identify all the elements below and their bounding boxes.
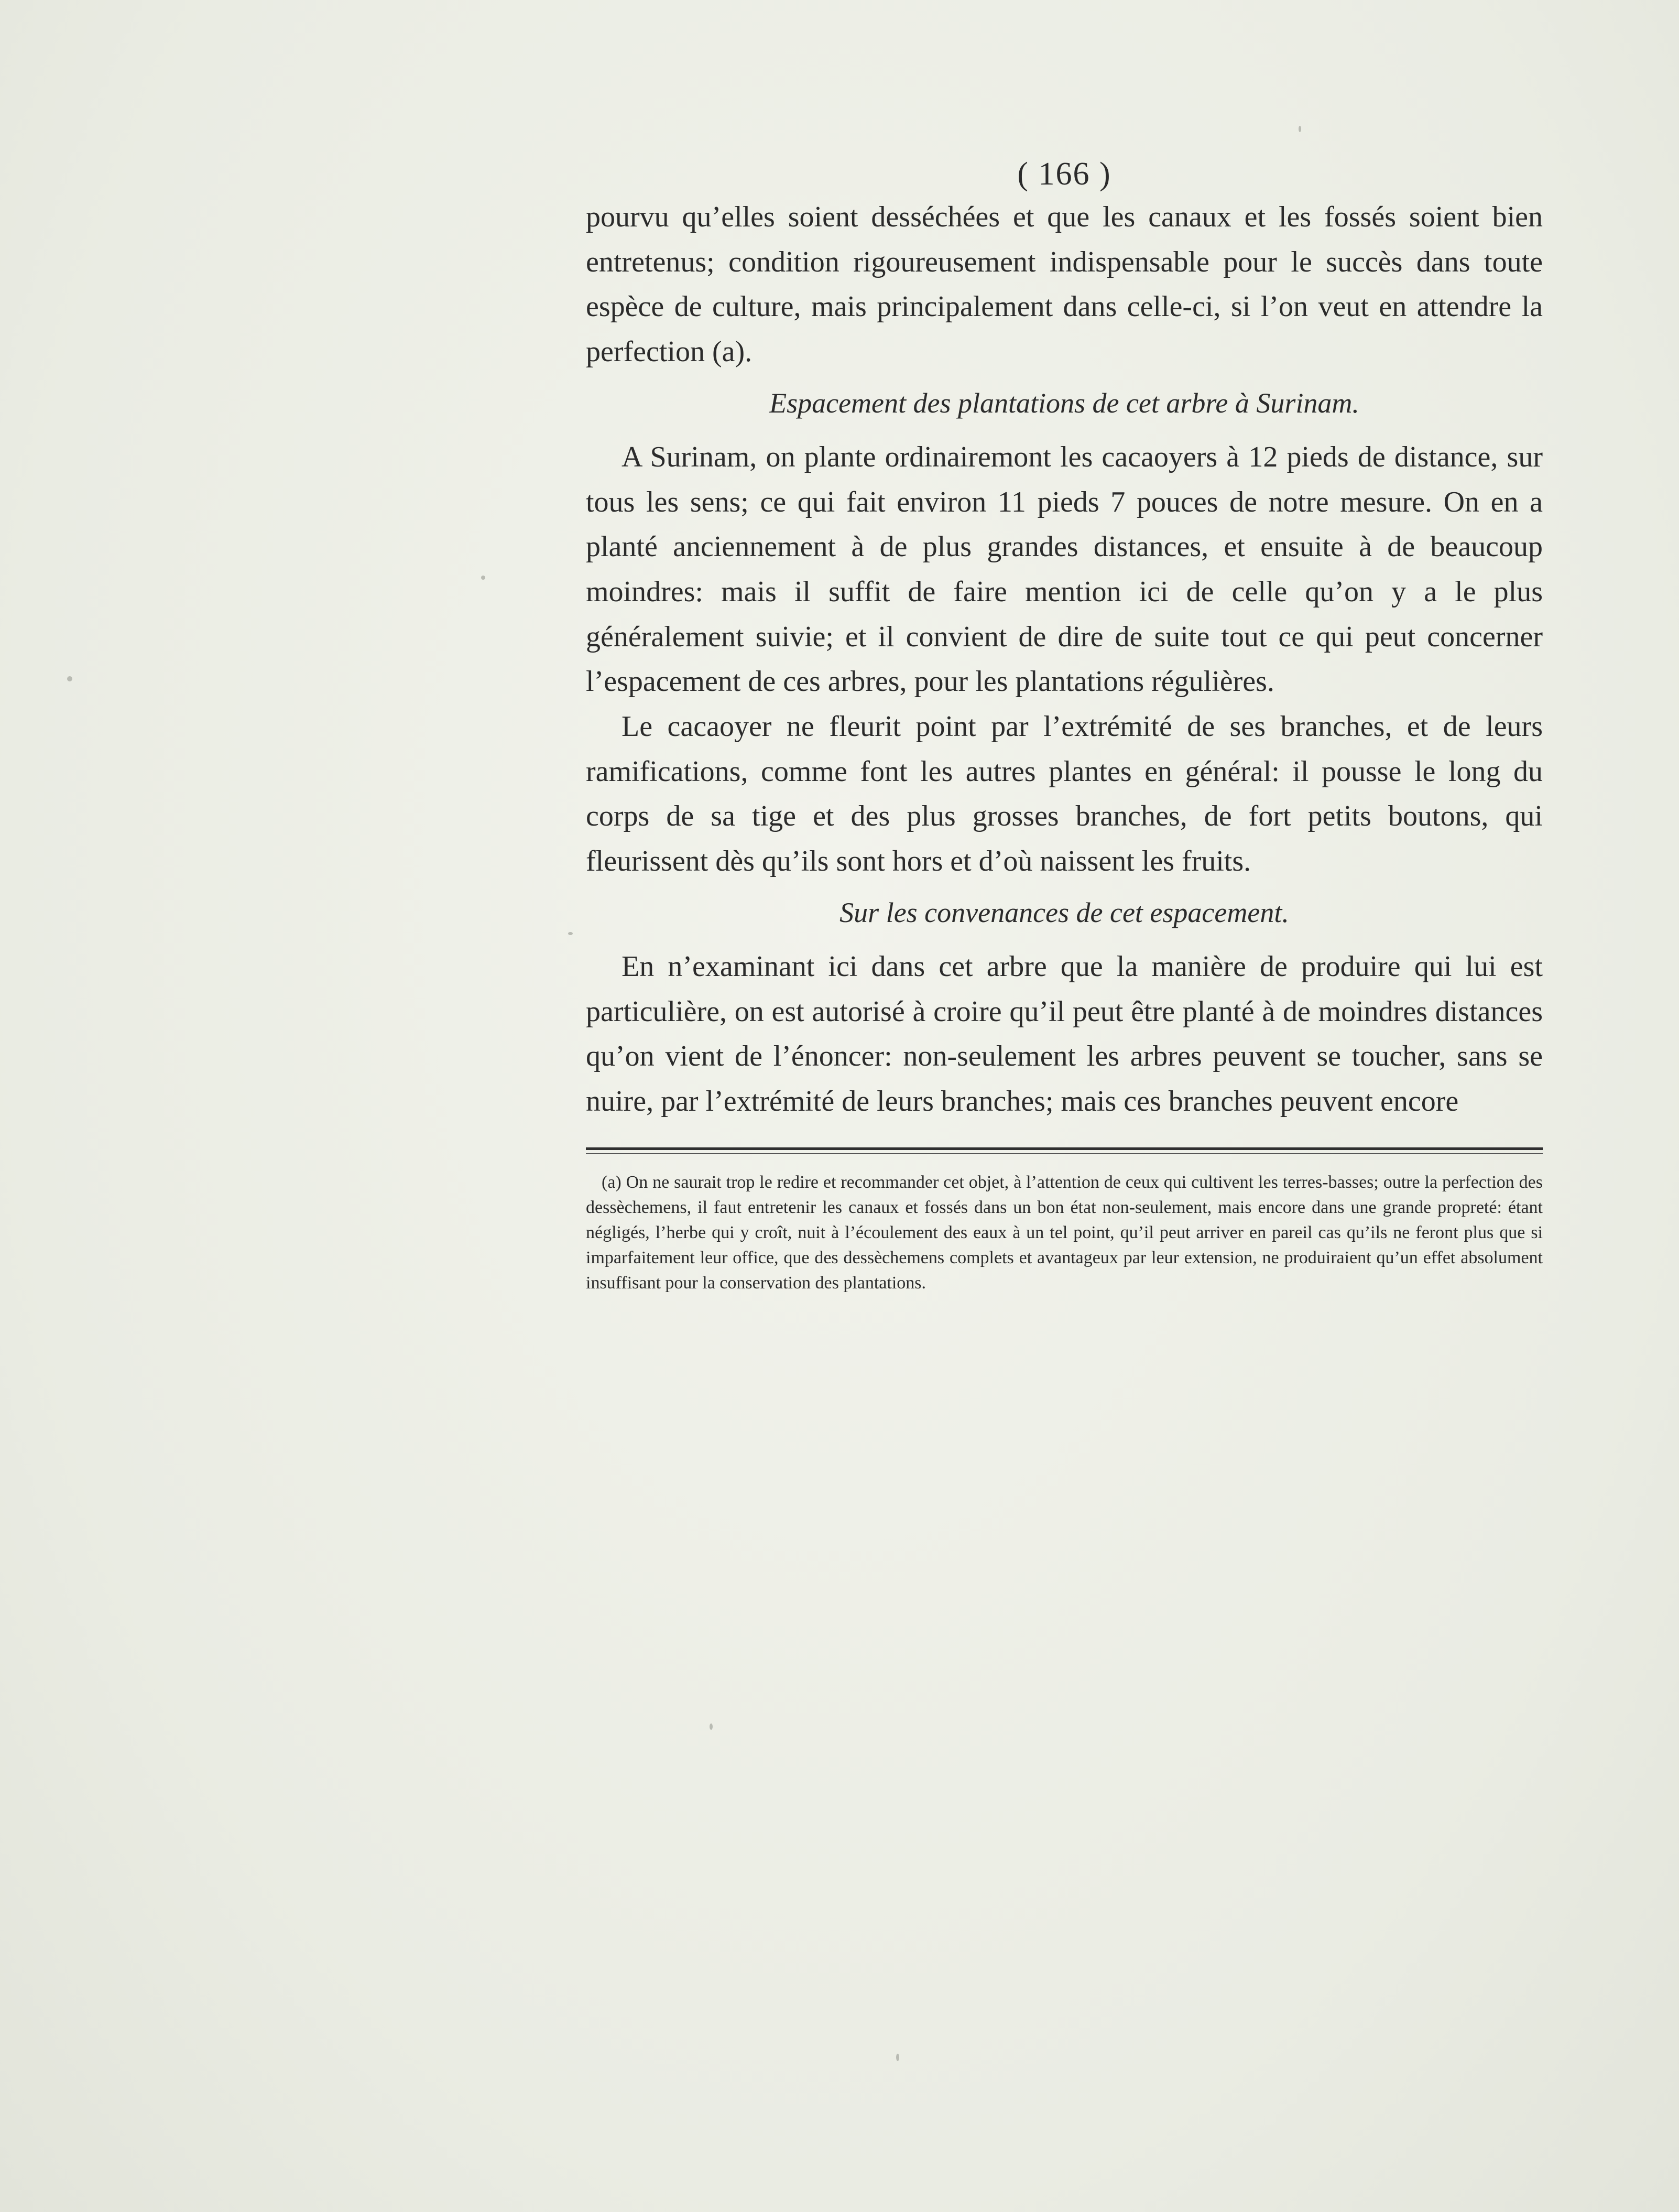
paper-speck — [710, 1723, 713, 1730]
footnote-rule-thin — [586, 1153, 1543, 1154]
page-number: ( 166 ) — [1017, 156, 1111, 192]
footnote-rule — [586, 1147, 1543, 1150]
footnote: (a) On ne saurait trop le redire et recommander cet objet, à l’attention de ceux qui cultivent les terres-basses; outre la perfection des dessèchemens, il faut entretenir les canaux et fossés dans un bon état non-seulement, mais encore dans une grande propreté: étant négligés, l’herbe qui y croît, nuit à l’écoulement des eaux à un tel point, qu’il peut arriver en pareil cas qu’ils ne feront plus que si imparfaitement leur office, que des dessèchemens complets et avantageux par leur extension, ne produiraient qu’un effet absolument insuffisant pour la conservation des plantations. — [586, 1172, 1543, 1293]
paper-speck — [481, 576, 485, 580]
paper-speck — [568, 932, 573, 935]
section-heading-convenience: Sur les convenances de cet espacement. — [840, 896, 1289, 928]
paper-speck — [67, 676, 72, 681]
section-heading-spacing: Espacement des plantations de cet arbre à Surinam. — [769, 387, 1359, 419]
text-block — [586, 153, 1543, 1296]
paragraph-flowering: Le cacaoyer ne fleurit point par l’extrémité de ses branches, et de leurs ramifications, comme font les autres plantes en général: il pousse le long du corps de sa tige et des plus grosses branches, de fort petits boutons, qui fleurissent dès qu’ils sont hors et d’où naissent les fruits. — [586, 710, 1543, 878]
paragraph-production: En n’examinant ici dans cet arbre que la manière de produire qui lui est particulière, on est autorisé à croire qu’il peut être planté à de moindres distances qu’on vient de l’énoncer: non-seulement les arbres peuvent se toucher, sans se nuire, par l’extrémité de leurs branches; mais ces branches peuvent encore — [586, 950, 1543, 1118]
paragraph-surinam-spacing: A Surinam, on plante ordinairemont les cacaoyers à 12 pieds de distance, sur tous les sens; ce qui fait environ 11 pieds 7 pouces de notre mesure. On en a planté anciennement à de plus grandes distances, et ensuite à de beaucoup moindres: mais il suffit de faire mention ici de celle qu’on y a le plus généralement suivie; et il convient de dire de suite tout ce qui peut concerner l’espacement de ces arbres, pour les plantations régulières. — [586, 440, 1543, 698]
paper-speck — [896, 2054, 899, 2061]
paragraph-drainage: pourvu qu’elles soient desséchées et que les canaux et les fossés soient bien entretenus; condition rigoureusement indispensable pour le succès dans toute espèce de culture, mais principalement dans celle-ci, si l’on veut en attendre la perfection (a). — [586, 201, 1543, 368]
paper-speck — [1299, 126, 1301, 132]
